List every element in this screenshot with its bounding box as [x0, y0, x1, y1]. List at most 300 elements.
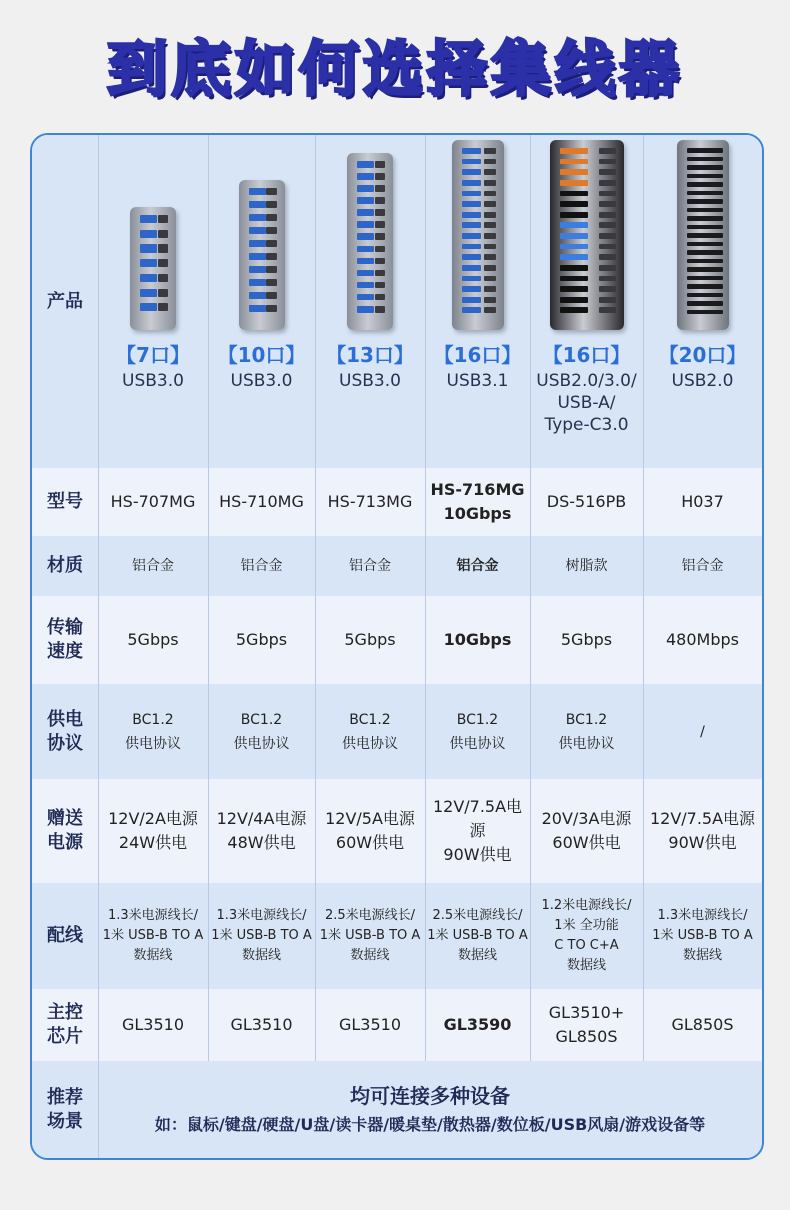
usb-port-icon: [357, 173, 374, 180]
cell-product-5: [530, 135, 643, 468]
table-row-model: [32, 468, 762, 536]
cell-content: [241, 554, 283, 578]
power-switch-icon: [599, 286, 615, 292]
text-line: 20V/3A电源: [541, 809, 632, 828]
usb-port-icon: [704, 199, 724, 204]
usb-port-icon: [140, 244, 157, 252]
usb-port-icon: [462, 244, 482, 250]
power-switch-icon: [158, 244, 168, 252]
text-line: 推荐: [47, 1086, 83, 1108]
power-switch-icon: [158, 230, 168, 238]
power-switch-icon: [484, 201, 495, 207]
usb-port-icon: [704, 233, 724, 238]
usb-port-icon: [704, 310, 724, 315]
power-switch-icon: [484, 191, 495, 197]
text-line: 芯片: [47, 1026, 83, 1047]
row-label-text: [47, 708, 83, 756]
text-line: 10Gbps: [443, 630, 512, 649]
table-row-chip: [32, 989, 762, 1061]
cell-content: [425, 795, 530, 867]
power-switch-icon: [484, 212, 495, 218]
text-line: BC1.2: [349, 711, 391, 728]
text-line: 12V/2A电源: [108, 809, 198, 828]
text-line: 1.3米电源线长/: [216, 908, 307, 923]
usb-version: [530, 370, 643, 436]
text-line: 型号: [47, 491, 83, 512]
usb-port-icon: [704, 165, 724, 170]
usb-port-icon: [462, 159, 482, 165]
text-line: 5Gbps: [127, 630, 179, 649]
usb-version: [98, 370, 208, 392]
power-switch-icon: [599, 222, 615, 228]
power-switch-icon: [599, 244, 615, 250]
cell-power-protocol-3: [315, 684, 425, 779]
cell-content: [132, 554, 174, 578]
text-line: 铝合金: [240, 558, 283, 574]
power-switch-icon: [375, 233, 385, 240]
cell-adapter-5: [530, 779, 643, 883]
usb-hub-image: [130, 207, 176, 330]
cell-content: [444, 628, 512, 652]
text-line: 60W供电: [335, 833, 405, 852]
text-line: H037: [681, 492, 724, 511]
title-banner: [0, 30, 790, 120]
usb-port-icon: [560, 244, 588, 250]
power-switch-icon: [599, 276, 615, 282]
usb-port-icon: [704, 182, 724, 187]
power-switch-icon: [266, 279, 276, 286]
text-line: USB2.0/3.0/: [536, 371, 637, 391]
power-switch-icon: [599, 180, 615, 186]
cell-power-protocol-2: [208, 684, 315, 779]
text-line: GL3510+: [548, 1003, 625, 1022]
power-switch-icon: [484, 265, 495, 271]
usb-port-icon: [462, 265, 482, 271]
power-switch-icon: [599, 254, 615, 260]
cell-speed-5: [530, 596, 643, 684]
cell-content: [652, 906, 753, 966]
text-line: 数据线: [133, 948, 173, 963]
column-divider: [208, 135, 209, 1061]
usb-hub-image: [452, 140, 504, 330]
cell-speed-3: [315, 596, 425, 684]
text-line: 数据线: [241, 948, 281, 963]
power-switch-icon: [375, 270, 385, 277]
usb-port-icon: [140, 303, 157, 311]
usb-port-icon: [704, 174, 724, 179]
usb-port-icon: [462, 297, 482, 303]
cell-model-3: [315, 468, 425, 536]
cell-content: [217, 807, 307, 855]
port-count: 【13口】: [326, 343, 414, 367]
usb-port-icon: [462, 222, 482, 228]
usb-port-icon: [462, 233, 482, 239]
power-switch-icon: [375, 306, 385, 313]
usb-port-icon: [249, 305, 266, 312]
row-label-text: [47, 290, 83, 314]
power-switch-icon: [375, 161, 385, 168]
row-label-text: [47, 1086, 83, 1134]
cell-chip-6: [643, 989, 762, 1061]
usb-port-icon: [560, 148, 588, 154]
table-row-adapter: [32, 779, 762, 883]
text-line: 2.5米电源线长/: [432, 908, 523, 923]
power-switch-icon: [158, 259, 168, 267]
usb-port-icon: [560, 307, 588, 313]
usb-hub-image: [677, 140, 729, 330]
cell-content: [342, 708, 398, 756]
text-line: 数据线: [566, 958, 606, 973]
text-line: 供电协议: [558, 735, 615, 752]
text-line: 产品: [47, 290, 83, 312]
cell-chip-3: [315, 989, 425, 1061]
cell-material-5: [530, 536, 643, 596]
power-switch-icon: [375, 294, 385, 301]
cell-content: [566, 554, 608, 578]
text-line: 5Gbps: [235, 630, 288, 649]
text-line: 赠送: [47, 808, 83, 829]
text-line: 12V/4A电源: [216, 809, 307, 828]
text-line: C TO C+A: [554, 938, 619, 953]
product-caption: [530, 340, 643, 436]
text-line: 1米 USB-B TO A: [102, 928, 204, 943]
usb-port-icon: [357, 197, 374, 204]
text-line: 配线: [47, 925, 83, 946]
usb-port-icon: [357, 306, 374, 313]
cell-content: [542, 807, 632, 855]
cell-content: [682, 554, 724, 578]
power-switch-icon: [599, 297, 615, 303]
usb-port-icon: [249, 266, 266, 273]
power-switch-icon: [158, 274, 168, 282]
power-switch-icon: [375, 246, 385, 253]
power-switch-icon: [599, 265, 615, 271]
usb-port-icon: [140, 289, 157, 297]
cell-content: [650, 807, 755, 855]
usb-port-icon: [357, 185, 374, 192]
text-line: USB3.0: [339, 371, 401, 391]
text-line: 24W供电: [118, 833, 188, 852]
text-line: 1.3米电源线长/: [107, 908, 199, 923]
text-line: Type-C3.0: [544, 415, 629, 435]
text-line: 数据线: [457, 948, 497, 963]
power-switch-icon: [484, 254, 495, 260]
text-line: DS-516PB: [546, 492, 627, 511]
row-label-speed: [32, 596, 98, 684]
text-line: GL850S: [671, 1015, 734, 1034]
cell-speed-4: [425, 596, 530, 684]
text-line: 铝合金: [681, 558, 724, 574]
row-label-adapter: [32, 779, 98, 883]
cell-adapter-6: [643, 779, 762, 883]
usb-port-icon: [560, 265, 588, 271]
usb-port-icon: [560, 201, 588, 207]
power-switch-icon: [484, 222, 495, 228]
text-line: USB3.1: [446, 371, 509, 391]
text-line: 数据线: [682, 948, 722, 963]
usb-port-icon: [462, 201, 482, 207]
text-line: USB3.0: [122, 371, 184, 391]
usb-port-icon: [704, 216, 724, 221]
cell-content: [122, 1013, 184, 1037]
cell-content: [430, 478, 524, 526]
usb-port-icon: [462, 180, 482, 186]
cell-adapter-2: [208, 779, 315, 883]
usb-version: [208, 370, 315, 392]
usb-port-icon: [704, 293, 724, 298]
usb-port-icon: [357, 294, 374, 301]
usb-port-icon: [560, 222, 588, 228]
text-line: 树脂款: [565, 558, 608, 574]
usb-port-icon: [462, 254, 482, 260]
cell-material-6: [643, 536, 762, 596]
usb-port-icon: [140, 259, 157, 267]
text-line: 传输: [47, 617, 83, 638]
cell-speed-1: [98, 596, 208, 684]
row-label-product: [32, 135, 98, 468]
text-line: 1.2米电源线长/: [541, 898, 632, 913]
usb-port-icon: [560, 276, 588, 282]
cell-content: [108, 807, 198, 855]
row-label-text: [47, 924, 83, 948]
power-switch-icon: [599, 212, 615, 218]
usb-port-icon: [249, 201, 266, 208]
power-switch-icon: [484, 286, 495, 292]
cell-content: [125, 708, 181, 756]
text-line: 60W供电: [552, 833, 621, 852]
row-label-model: [32, 468, 98, 536]
power-switch-icon: [266, 214, 276, 221]
power-switch-icon: [266, 292, 276, 299]
usb-port-icon: [704, 225, 724, 230]
table-row-cable: [32, 883, 762, 989]
usb-port-icon: [357, 221, 374, 228]
usb-port-icon: [704, 242, 724, 247]
cell-content: [450, 708, 506, 756]
text-line: 1米 USB-B TO A: [319, 928, 421, 943]
power-switch-icon: [599, 159, 615, 165]
cell-content: [427, 906, 528, 966]
text-line: 12V/7.5A电源: [649, 809, 756, 828]
usb-port-icon: [704, 148, 724, 153]
usb-port-icon: [704, 250, 724, 255]
usb-hub-image: [550, 140, 624, 330]
usb-port-icon: [704, 276, 724, 281]
text-line: 1米 USB-B TO A: [211, 928, 312, 943]
usb-port-icon: [140, 215, 157, 223]
text-line: 供电协议: [125, 735, 181, 752]
usb-port-icon: [560, 159, 588, 165]
usb-port-icon: [462, 286, 482, 292]
power-switch-icon: [375, 209, 385, 216]
text-line: 场景: [47, 1110, 83, 1132]
text-line: 铝合金: [456, 558, 499, 574]
cell-cable-3: [315, 883, 425, 989]
cell-power-protocol-5: [530, 684, 643, 779]
row-label-scene: [32, 1061, 98, 1158]
usb-port-icon: [357, 161, 374, 168]
text-line: 材质: [47, 555, 83, 576]
table-row-scene: [32, 1061, 762, 1158]
cell-cable-5: [530, 883, 643, 989]
cell-content: [666, 628, 739, 652]
cell-content: [339, 1013, 401, 1037]
usb-port-icon: [704, 157, 724, 162]
cell-product-3: [315, 135, 425, 468]
comparison-table: [30, 133, 764, 1160]
cell-power-protocol-1: [98, 684, 208, 779]
text-line: 48W供电: [227, 833, 296, 852]
row-label-material: [32, 536, 98, 596]
cell-model-5: [530, 468, 643, 536]
cell-adapter-1: [98, 779, 208, 883]
text-line: 数据线: [350, 948, 390, 963]
text-line: GL850S: [555, 1027, 618, 1046]
usb-port-icon: [357, 258, 374, 265]
text-line: GL3510: [230, 1015, 293, 1034]
text-line: 供电协议: [233, 735, 290, 752]
text-line: USB3.0: [230, 371, 293, 391]
row-label-text: [47, 1001, 83, 1049]
cell-content: [211, 906, 312, 966]
text-line: /: [700, 723, 705, 740]
usb-port-icon: [560, 169, 588, 175]
cell-content: [234, 708, 290, 756]
row-label-power-protocol: [32, 684, 98, 779]
port-count: 【16口】: [433, 343, 522, 367]
usb-port-icon: [704, 284, 724, 289]
text-line: 电源: [47, 832, 83, 853]
port-count: 【20口】: [658, 343, 747, 367]
text-line: 供电协议: [342, 735, 398, 752]
usb-port-icon: [249, 188, 266, 195]
usb-port-icon: [704, 191, 724, 196]
usb-port-icon: [560, 297, 588, 303]
power-switch-icon: [266, 188, 276, 195]
power-switch-icon: [484, 244, 495, 250]
page-title: 到底如何选择集线器: [107, 35, 683, 105]
cell-cable-1: [98, 883, 208, 989]
power-switch-icon: [484, 233, 495, 239]
cell-chip-2: [208, 989, 315, 1061]
power-switch-icon: [375, 185, 385, 192]
text-line: 1.3米电源线长/: [657, 908, 748, 923]
cell-product-2: [208, 135, 315, 468]
usb-port-icon: [462, 307, 482, 313]
text-line: 5Gbps: [560, 630, 613, 649]
cell-content: [230, 1013, 292, 1037]
usb-port-icon: [560, 233, 588, 239]
cell-cable-4: [425, 883, 530, 989]
column-divider: [643, 135, 644, 1061]
text-line: 90W供电: [443, 845, 512, 864]
usb-port-icon: [560, 286, 588, 292]
cell-content: [328, 490, 413, 514]
cell-content: [700, 720, 705, 744]
cell-content: [344, 628, 395, 652]
text-line: GL3590: [443, 1015, 512, 1034]
text-line: 1米 USB-B TO A: [427, 928, 528, 943]
product-caption: [208, 340, 315, 392]
power-switch-icon: [484, 307, 495, 313]
cell-content: [547, 490, 626, 514]
usb-port-icon: [357, 270, 374, 277]
text-line: 铝合金: [132, 558, 174, 574]
usb-version: [643, 370, 762, 392]
product-caption: [643, 340, 762, 392]
text-line: USB-A/: [557, 393, 616, 413]
text-line: BC1.2: [132, 711, 174, 728]
usb-port-icon: [357, 246, 374, 253]
port-count: 【10口】: [217, 343, 306, 367]
cell-material-1: [98, 536, 208, 596]
text-line: USB2.0: [671, 371, 734, 391]
text-line: 12V/7.5A电源: [432, 797, 523, 840]
usb-port-icon: [140, 230, 157, 238]
usb-port-icon: [560, 212, 588, 218]
text-line: 速度: [47, 641, 83, 662]
cell-content: [111, 490, 196, 514]
usb-port-icon: [704, 301, 724, 306]
text-line: GL3510: [121, 1015, 185, 1034]
usb-port-icon: [462, 276, 482, 282]
usb-port-icon: [462, 169, 482, 175]
power-switch-icon: [158, 289, 168, 297]
cell-cable-6: [643, 883, 762, 989]
cell-content: [671, 1013, 733, 1037]
row-label-chip: [32, 989, 98, 1061]
cell-content: [561, 628, 612, 652]
cell-content: [541, 896, 631, 976]
cell-content: [559, 708, 615, 756]
cell-power-protocol-6: [643, 684, 762, 779]
text-line: HS-713MG: [327, 492, 413, 511]
row-label-text: [47, 554, 83, 578]
power-switch-icon: [484, 159, 495, 165]
usb-version: [315, 370, 425, 392]
scene-devices: 如：鼠标/键盘/硬盘/U盘/读卡器/暖桌垫/散热器/数位板/USB风扇/游戏设备等: [154, 1114, 706, 1134]
usb-port-icon: [249, 214, 266, 221]
cell-content: [457, 554, 499, 578]
column-divider: [98, 135, 99, 1158]
product-caption: [315, 340, 425, 392]
text-line: 协议: [47, 732, 83, 754]
usb-port-icon: [560, 180, 588, 186]
text-line: HS-707MG: [110, 492, 196, 511]
cell-content: [219, 490, 304, 514]
usb-hub-image: [239, 180, 285, 330]
usb-port-icon: [140, 274, 157, 282]
text-line: GL3510: [338, 1015, 402, 1034]
power-switch-icon: [375, 258, 385, 265]
cell-speed-2: [208, 596, 315, 684]
product-caption: [98, 340, 208, 392]
power-switch-icon: [599, 191, 615, 197]
power-switch-icon: [599, 307, 615, 313]
row-label-text: [47, 807, 83, 855]
power-switch-icon: [158, 303, 168, 311]
text-line: 480Mbps: [666, 630, 739, 649]
usb-port-icon: [704, 208, 724, 213]
usb-port-icon: [462, 148, 482, 154]
text-line: BC1.2: [240, 711, 283, 728]
cell-content: [103, 906, 204, 966]
usb-port-icon: [249, 253, 266, 260]
cell-material-2: [208, 536, 315, 596]
cell-chip-1: [98, 989, 208, 1061]
cell-product-1: [98, 135, 208, 468]
cell-model-1: [98, 468, 208, 536]
